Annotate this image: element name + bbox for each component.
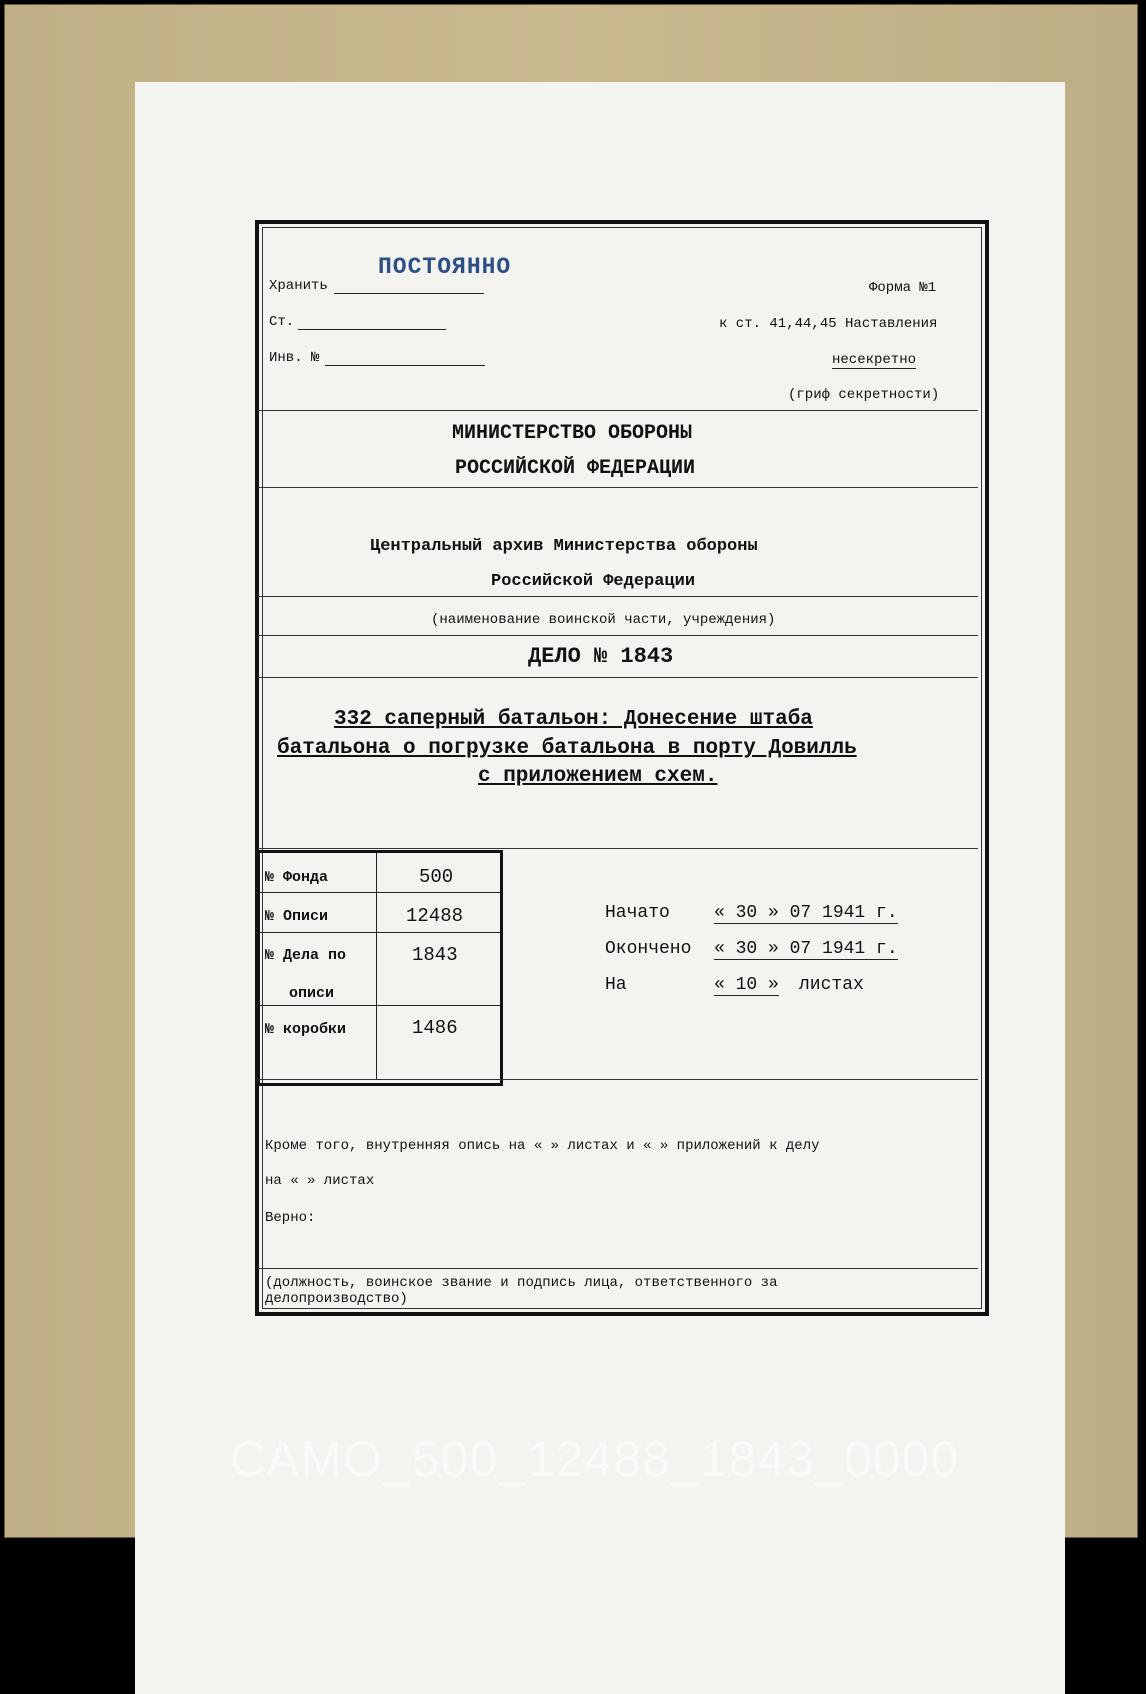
table-row-divider <box>257 1005 500 1006</box>
delo-label-line2: описи <box>289 985 335 1002</box>
verified-label: Верно: <box>265 1210 316 1226</box>
sheets-label: На <box>605 975 627 995</box>
box-value: 1486 <box>412 1017 458 1039</box>
article-underline <box>298 329 446 330</box>
sheets-suffix: листах <box>799 975 864 995</box>
case-description-line3: с приложением схем. <box>478 765 718 788</box>
ministry-line2: РОССИЙСКОЙ ФЕДЕРАЦИИ <box>455 457 696 480</box>
table-row-divider <box>257 932 500 933</box>
form-label: Форма №1 <box>869 280 937 296</box>
ministry-line1: МИНИСТЕРСТВО ОБОРОНЫ <box>452 422 693 445</box>
fond-value: 500 <box>419 866 454 888</box>
secrecy-value: несекретно <box>832 352 917 368</box>
started-label: Начато <box>605 903 670 923</box>
case-description-line2: батальона о погрузке батальона в порту Довилль <box>277 737 857 760</box>
delo-label-line1: № Дела по <box>265 947 347 964</box>
secrecy-caption: (гриф секретности) <box>788 387 940 403</box>
delo-value: 1843 <box>412 944 458 966</box>
table-column-divider <box>376 853 377 1080</box>
case-description-line1: 332 саперный батальон: Донесение штаба <box>334 708 813 731</box>
archive-line2: Российской Федерации <box>491 572 696 591</box>
signature-caption-line1: (должность, воинское звание и подпись лица, ответственного за <box>265 1275 778 1291</box>
table-row-divider <box>257 892 500 893</box>
article-label: Ст. <box>269 314 295 330</box>
ended-value: « 30 » 07 1941 г. <box>714 939 898 959</box>
archive-line1: Центральный архив Министерства обороны <box>370 537 758 556</box>
signature-line <box>258 1268 978 1269</box>
ended-label: Окончено <box>605 939 692 959</box>
inventory-label: Инв. № <box>269 350 320 366</box>
divider <box>258 410 978 411</box>
instruction-reference: к ст. 41,44,45 Наставления <box>719 316 938 332</box>
store-label: Хранить <box>269 278 328 294</box>
box-label: № коробки <box>265 1021 347 1038</box>
divider <box>258 487 978 488</box>
signature-caption-line2: делопроизводство) <box>265 1291 408 1307</box>
divider <box>258 677 978 678</box>
divider <box>258 1079 978 1080</box>
inventory-underline <box>325 365 485 366</box>
opis-label: № Описи <box>265 908 329 925</box>
archive-watermark: САМО_500_12488_1843_0000 <box>230 1431 960 1487</box>
fond-label: № Фонда <box>265 869 329 886</box>
opis-value: 12488 <box>406 905 464 927</box>
store-stamp: ПОСТОЯННО <box>378 254 512 280</box>
inventory-note-line2: на « » листах <box>265 1173 375 1189</box>
divider <box>258 635 978 636</box>
archive-caption: (наименование воинской части, учреждения) <box>431 612 776 628</box>
sheets-value: « 10 » <box>714 975 779 995</box>
store-underline <box>334 293 484 294</box>
inventory-note-line1: Кроме того, внутренняя опись на « » листах и « » приложений к делу <box>265 1138 820 1154</box>
started-value: « 30 » 07 1941 г. <box>714 903 898 923</box>
divider <box>258 596 978 597</box>
case-title: ДЕЛО № 1843 <box>528 644 674 669</box>
divider <box>258 848 978 849</box>
